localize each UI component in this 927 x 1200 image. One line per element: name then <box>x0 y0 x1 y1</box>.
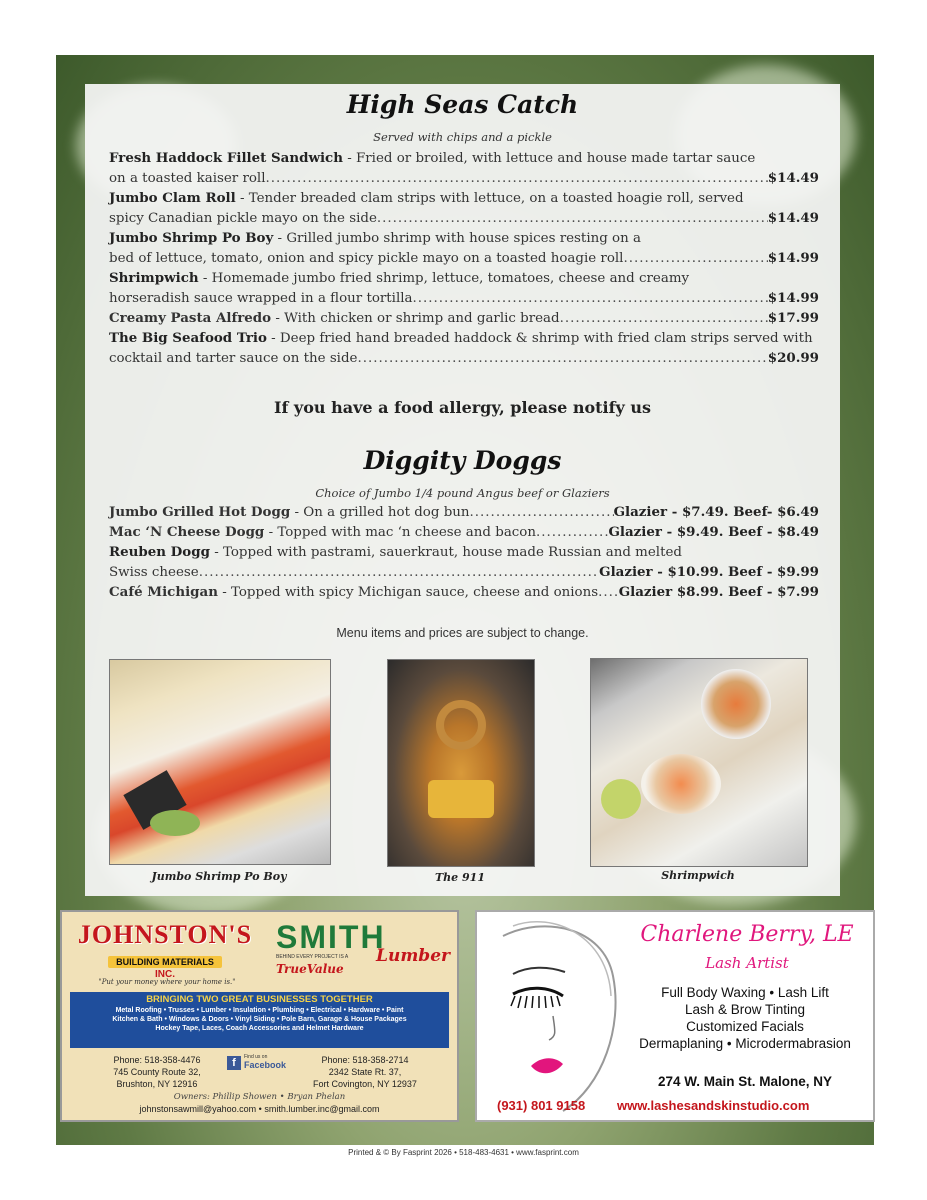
item-name: Fresh Haddock Fillet Sandwich <box>109 150 343 166</box>
item-desc: on a toasted kaiser roll <box>109 171 266 186</box>
allergy-notice: If you have a food allergy, please notify us <box>273 398 652 417</box>
item-text <box>109 308 560 329</box>
charlene-address: 274 W. Main St. Malone, NY <box>657 1074 833 1089</box>
photo-caption: Jumbo Shrimp Po Boy <box>151 870 287 883</box>
item-desc: spicy Canadian pickle mayo on the side <box>109 211 377 226</box>
charlene-role: Lash Artist <box>705 954 789 972</box>
item-price: Glazier - $9.49. Beef - $8.49 <box>608 524 819 540</box>
seafood-subtitle: Served with chips and a pickle <box>373 130 552 144</box>
menu-item-price-row <box>109 308 819 328</box>
address: Fort Covington, NY 12937 <box>313 1079 417 1089</box>
menu-panel <box>85 84 840 896</box>
menu-item-price-row <box>109 522 819 542</box>
item-desc: - Fried or broiled, with lettuce and house made tartar sauce <box>342 151 756 166</box>
item-name: Café Michigan <box>109 584 218 600</box>
address: 745 County Route 32, <box>113 1067 201 1077</box>
dogs-title: Diggity Doggs <box>363 446 562 475</box>
dogs-subtitle: Choice of Jumbo 1/4 pound Angus beef or Glaziers <box>315 486 610 500</box>
menu-item-line <box>109 542 819 562</box>
item-price: $14.49 <box>767 210 819 226</box>
facebook-find: Find us on <box>244 1054 268 1060</box>
menu-item-price-row <box>109 348 819 368</box>
item-name: Jumbo Shrimp Po Boy <box>109 230 274 246</box>
item-name: Reuben Dogg <box>109 544 210 560</box>
smith-name: SMITH <box>276 919 386 955</box>
menu-item-line <box>109 228 819 248</box>
item-desc: horseradish sauce wrapped in a flour tortilla <box>109 291 413 306</box>
service-line: Full Body Waxing • Lash Lift <box>661 985 829 1000</box>
leader-dots <box>199 563 599 583</box>
item-desc: - Topped with pastrami, sauerkraut, house made Russian and melted <box>209 545 682 560</box>
seafood-title: High Seas Catch <box>346 90 579 119</box>
address: 2342 State Rt. 37, <box>328 1067 402 1077</box>
charlene-website[interactable]: www.lashesandskinstudio.com <box>617 1098 810 1113</box>
item-price: $14.99 <box>767 290 819 306</box>
photo-the-911 <box>387 659 535 867</box>
service-line: Dermaplaning • Microdermabrasion <box>639 1036 851 1051</box>
services-line: Hockey Tape, Laces, Coach Accessories and Helmet Hardware <box>155 1025 364 1032</box>
services-banner <box>70 992 449 1048</box>
item-name: Shrimpwich <box>109 270 199 286</box>
johnstons-name: JOHNSTON'S <box>77 920 253 949</box>
menu-item-price-row <box>109 248 819 268</box>
item-price: Glazier $8.99. Beef - $7.99 <box>618 584 819 600</box>
item-price: $14.99 <box>767 250 819 266</box>
item-price: $20.99 <box>767 350 819 366</box>
item-price: $14.49 <box>767 170 819 186</box>
item-desc: - On a grilled hot dog bun <box>290 505 470 520</box>
menu-item-price-row <box>109 208 819 228</box>
service-line: Customized Facials <box>686 1019 804 1034</box>
leader-dots <box>598 583 619 603</box>
menu-item-price-row <box>109 288 819 308</box>
photo-shrimpwich <box>590 658 808 867</box>
photo-caption: Shrimpwich <box>661 869 735 882</box>
item-name: The Big Seafood Trio <box>109 330 267 346</box>
item-desc: - Topped with spicy Michigan sauce, cheese and onions <box>217 585 599 600</box>
onion-ring-shape <box>436 700 486 750</box>
services-line: Metal Roofing • Trusses • Lumber • Insulation • Plumbing • Electrical • Hardware • Paint <box>115 1007 404 1014</box>
item-desc: cocktail and tarter sauce on the side <box>109 351 358 366</box>
item-desc: - Topped with mac ‘n cheese and bacon <box>264 525 536 540</box>
pickle-shape <box>601 779 641 819</box>
item-price: $17.99 <box>767 310 819 326</box>
owners: Owners: Phillip Showen • Bryan Phelan <box>173 1092 346 1102</box>
item-desc: - Grilled jumbo shrimp with house spices resting on a <box>273 231 641 246</box>
item-desc: bed of lettuce, tomato, onion and spicy pickle mayo on a toasted hoagie roll <box>109 251 624 266</box>
facebook-label: Facebook <box>244 1060 287 1070</box>
facebook-icon: f <box>227 1056 241 1070</box>
wrap-bottom-shape <box>641 754 721 814</box>
menu-item-price-row <box>109 168 819 188</box>
item-name: Jumbo Grilled Hot Dogg <box>109 504 291 520</box>
johnstons-tagline: "Put your money where your home is." <box>98 978 236 986</box>
menu-item-line <box>109 148 819 168</box>
services-list <box>617 984 873 1052</box>
menu-item-line <box>109 268 819 288</box>
item-text <box>109 522 536 543</box>
menu-item-price-row <box>109 582 819 602</box>
charlene-phone: (931) 801 9158 <box>497 1098 586 1113</box>
address: Brushton, NY 12916 <box>116 1079 198 1089</box>
leader-dots <box>377 209 768 229</box>
menu-item-line <box>109 328 819 348</box>
leader-dots <box>413 289 768 309</box>
item-name: Jumbo Clam Roll <box>109 190 236 206</box>
leader-dots <box>560 309 768 329</box>
printer-footer: Printed & © By Fasprint 2026 • 518-483-4631 • www.fasprint.com <box>348 1148 579 1157</box>
menu-item-price-row <box>109 502 819 522</box>
leader-dots <box>265 169 767 189</box>
leader-dots <box>357 349 767 369</box>
smith-small: BEHIND EVERY PROJECT IS A <box>276 954 349 960</box>
pickle-shape <box>150 810 200 836</box>
item-desc: Swiss cheese <box>109 565 199 580</box>
photo-jumbo-shrimp-po-boy <box>109 659 331 865</box>
menu-item-line <box>109 188 819 208</box>
price-change-notice: Menu items and prices are subject to change. <box>336 626 589 640</box>
leader-dots <box>623 249 767 269</box>
truevalue-logo: TrueValue <box>276 962 344 976</box>
phone: Phone: 518-358-4476 <box>113 1055 201 1065</box>
facebook-badge <box>227 1054 287 1076</box>
item-text <box>109 582 598 603</box>
emails: johnstonsawmill@yahoo.com • smith.lumber.inc@gmail.com <box>139 1104 380 1114</box>
smith-lumber: Lumber <box>376 946 450 966</box>
item-desc: - Homemade jumbo fried shrimp, lettuce, tomatoes, cheese and creamy <box>198 271 690 286</box>
service-line: Lash & Brow Tinting <box>684 1002 806 1017</box>
item-price: Glazier - $7.49. Beef- $6.49 <box>613 504 819 520</box>
item-text <box>109 502 470 523</box>
smith-contact <box>290 1054 440 1090</box>
ad-johnstons-smith <box>60 910 459 1122</box>
menu-item-price-row <box>109 562 819 582</box>
johnstons-inc: INC. <box>155 969 175 980</box>
item-desc: - With chicken or shrimp and garlic bread <box>271 311 560 326</box>
banner-heading: BRINGING TWO GREAT BUSINESSES TOGETHER <box>146 994 373 1005</box>
photo-caption: The 911 <box>435 871 485 884</box>
leader-dots <box>470 503 614 523</box>
phone: Phone: 518-358-2714 <box>321 1055 409 1065</box>
item-name: Creamy Pasta Alfredo <box>109 310 272 326</box>
item-name: Mac ‘N Cheese Dogg <box>109 524 265 540</box>
ad-charlene-berry <box>475 910 875 1122</box>
face-illustration <box>483 916 633 1116</box>
cheese-shape <box>428 780 494 818</box>
charlene-name: Charlene Berry, LE <box>640 922 854 947</box>
item-desc: - Tender breaded clam strips with lettuce, on a toasted hoagie roll, served <box>235 191 744 206</box>
wrap-top-shape <box>701 669 771 739</box>
leader-dots <box>536 523 608 543</box>
johnstons-sub: BUILDING MATERIALS <box>108 956 222 968</box>
johnstons-contact <box>92 1054 222 1090</box>
smith-logo <box>276 919 450 980</box>
item-desc: - Deep fried hand breaded haddock & shrimp with fried clam strips served with <box>266 331 813 346</box>
services-line: Kitchen & Bath • Windows & Doors • Vinyl Siding • Pole Barn, Garage & House Packages <box>112 1016 407 1023</box>
item-price: Glazier - $10.99. Beef - $9.99 <box>599 564 819 580</box>
